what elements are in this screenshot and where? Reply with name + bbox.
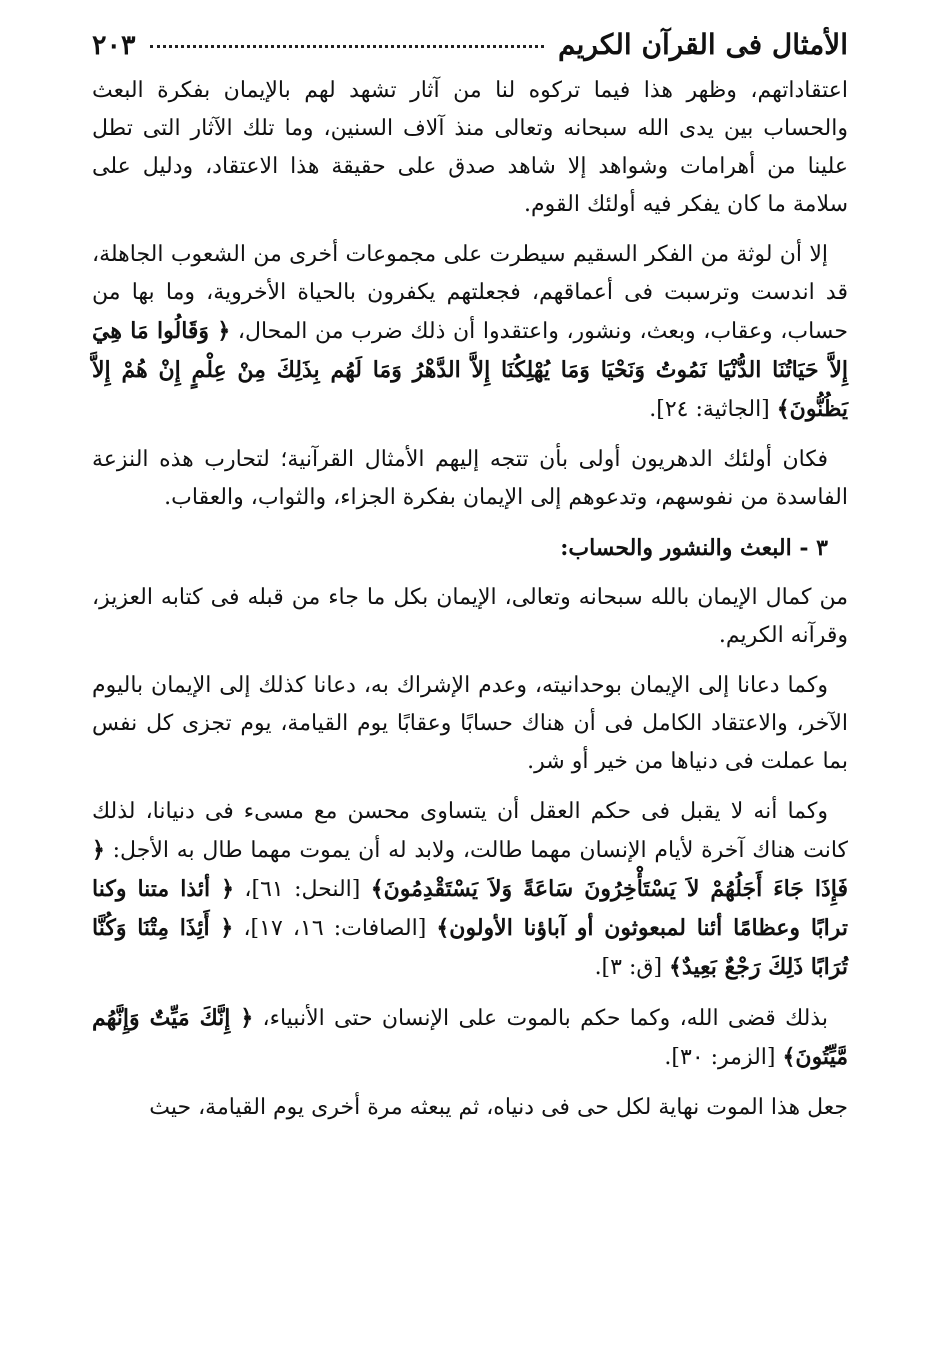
quran-verse: ﴿ فَإِذَا جَاءَ أَجَلُهُمْ لاَ يَسْتَأْخِرُونَ سَاعَةً وَلاَ يَسْتَقْدِمُونَ﴾ — [92, 837, 849, 902]
quran-verse: ﴿ إِنَّكَ مَيِّتٌ وَإِنَّهُم مَّيِّتُونَ﴾ — [92, 1005, 848, 1070]
paragraph-4: من كمال الإيمان بالله سبحانه وتعالى، الإيمان بكل ما جاء من قبله فى كتابه العزيز، وقرآنه الكريم. — [92, 585, 848, 648]
quran-verse: ﴿ أئذا متنا وكنا ترابًا وعظامًا أئنا لمبعوثون أو آباؤنا الأولون﴾ — [92, 876, 849, 941]
quran-verse: ﴿ وَقَالُوا مَا هِيَ إِلاَّ حَيَاتُنَا الدُّنْيَا نَمُوتُ وَنَحْيَا وَمَا يُهْلِكُنَا إِلاَّ الدَّهْرُ وَمَا لَهُم بِذَلِكَ مِنْ عِلْمٍ إِنْ هُمْ إِلاَّ يَظُنُّونَ﴾ — [92, 318, 848, 422]
verse-reference: [الجاثية: ٢٤]. — [649, 397, 770, 422]
page-number: ٢٠٣ — [92, 30, 136, 61]
book-page — [92, 28, 848, 1127]
paragraph-7-text: بذلك قضى الله، وكما حكم بالموت على الإنسان حتى الأنبياء، — [262, 1006, 829, 1031]
verse-reference: [النحل: ٦١]، — [244, 877, 361, 902]
running-title: الأمثال فى القرآن الكريم — [558, 28, 848, 61]
page-header — [92, 28, 848, 72]
paragraph-3: فكان أولئك الدهريون أولى بأن تتجه إليهم الأمثال القرآنية؛ لتحارب هذه النزعة الفاسدة من نفوسهم، وتدعوهم إلى الإيمان بفكرة الجزاء، والثواب، والعقاب. — [92, 447, 848, 510]
section-heading: ٣ - البعث والنشور والحساب: — [560, 535, 828, 561]
paragraph-2 — [92, 236, 848, 429]
paragraph-8: جعل هذا الموت نهاية لكل حى فى دنياه، ثم يبعثه مرة أخرى يوم القيامة، حيث — [149, 1095, 848, 1120]
verse-reference: [ق: ٣]. — [594, 955, 663, 980]
paragraph-1: اعتقاداتهم، وظهر هذا فيما تركوه لنا من آثار تشهد لهم بالإيمان بفكرة البعث والحساب بين يدى الله سبحانه وتعالى منذ آلاف السنين، وما تلك الآثار التى تطل علينا من أهرامات وشواهد إلا شاهد صدق على حقيقة هذا الاعتقاد، ودليل على سلامة ما كان يفكر فيه أولئك القوم. — [92, 78, 848, 217]
header-dotted-leader — [150, 45, 545, 48]
paragraph-7 — [92, 999, 848, 1077]
quran-verse: ﴿ أَئِذَا مِتْنَا وَكُنَّا تُرَابًا ذَلِكَ رَجْعٌ بَعِيدٌ﴾ — [92, 915, 848, 980]
paragraph-6-text: وكما أنه لا يقبل فى حكم العقل أن يتساوى محسن مع مسىء فى دنيانا، لذلك كانت هناك آخرة لأيام الإنسان مهما طالت، ولابد له أن يموت مهما طال به الأجل: — [92, 799, 848, 863]
paragraph-5: وكما دعانا إلى الإيمان بوحدانيته، وعدم الإشراك به، دعانا كذلك إلى الإيمان باليوم الآخر، والاعتقاد الكامل فى أن هناك حسابًا وعقابًا يوم القيامة، يوم تجزى كل نفس بما عملت فى دنياها من خير أو شر. — [92, 673, 848, 774]
paragraph-2-text: إلا أن لوثة من الفكر السقيم سيطرت على مجموعات أخرى من الشعوب الجاهلة، قد اندست وترسبت فى أعماقهم، فجعلتهم يكفرون بالحياة الأخروية، وما بها من حساب، وعقاب، وبعث، ونشور، واعتقدوا أن ذلك ضرب من المحال، — [92, 242, 848, 344]
verse-reference: [الصافات: ١٦، ١٧]، — [243, 916, 427, 941]
paragraph-6 — [92, 793, 848, 987]
verse-reference: [الزمر: ٣٠]. — [664, 1045, 776, 1070]
